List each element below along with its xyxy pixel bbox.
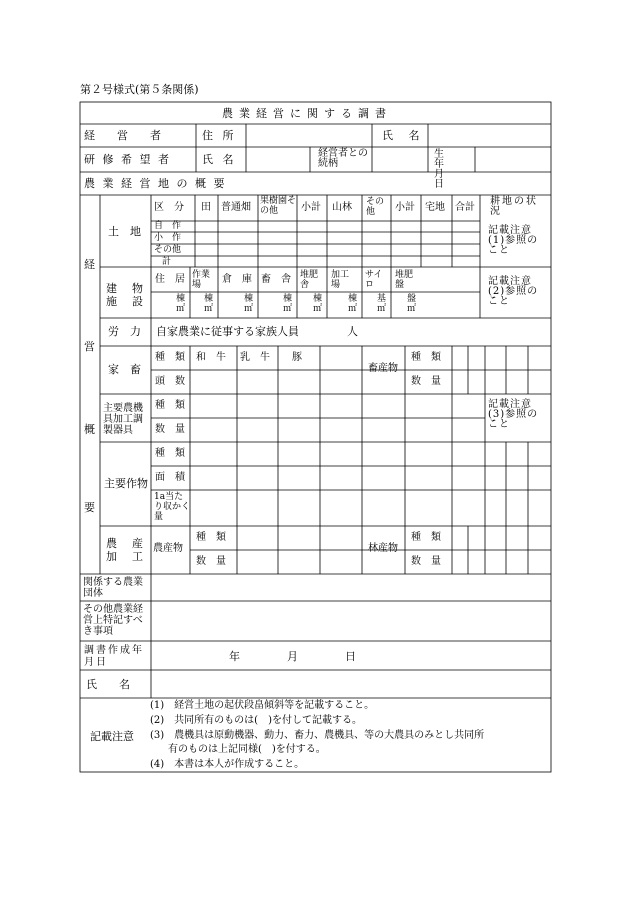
labor-unit: 人: [347, 325, 358, 338]
building-type-compost-shed: 堆肥舎: [300, 270, 319, 290]
land-header-paddy: 田: [201, 202, 211, 213]
crops-yield-label: 1a当たり収かく量: [154, 492, 191, 522]
building-type-compost-pad: 堆肥盤: [395, 270, 414, 290]
land-header-upland: 普通畑: [221, 202, 251, 213]
building-unit-2: 棟 ㎡: [204, 294, 214, 314]
land-header-residential: 宅地: [425, 202, 445, 213]
processing-forest-kind: 種 類: [411, 532, 441, 543]
date-day: 日: [345, 650, 356, 663]
land-header-other: その他: [366, 197, 385, 217]
land-header-status: 耕地の状況: [490, 196, 538, 217]
livestock-products-label: 畜産物: [368, 363, 398, 374]
crops-kind-label: 種 類: [155, 448, 185, 459]
machinery-kind-label: 種 類: [155, 400, 185, 411]
name-label: 氏 名: [382, 129, 426, 142]
building-type-processing: 加工場: [331, 270, 350, 290]
side-char-1: 経: [84, 258, 95, 271]
machinery-qty-label: 数 量: [155, 424, 185, 435]
processing-farm-kind: 種 類: [196, 532, 226, 543]
other-notes-label: その他農業経営上特記すべき事項: [83, 604, 143, 637]
side-char-3: 概: [84, 423, 95, 436]
trainee-name-label: 氏 名: [202, 153, 237, 166]
form-number: 第２号様式(第５条関係): [80, 83, 199, 96]
livestock-products-kind: 種 類: [411, 352, 441, 363]
machinery-label: 主要農機具加工調製器具: [103, 403, 143, 436]
land-note: 記載注意(1)参照のこと: [488, 225, 539, 256]
land-header-forest: 山林: [332, 202, 352, 213]
date-year: 年: [229, 650, 240, 663]
building-type-workshop: 作業場: [192, 270, 211, 290]
crops-area-label: 面 積: [155, 472, 185, 483]
side-char-2: 営: [84, 340, 95, 353]
labor-label: 労 力: [108, 325, 141, 338]
building-unit-7: 基 ㎡: [377, 294, 387, 314]
address-label: 住 所: [202, 129, 237, 142]
note-4: (4) 本書は本人が作成すること。: [150, 759, 305, 770]
trainee-label: 研 修 希 望 者: [84, 153, 171, 166]
land-header-orchard: 果樹園その他: [260, 196, 297, 216]
building-unit-3: 棟 ㎡: [244, 294, 254, 314]
note-3: (3) 農機具は原動機器、動力、畜力、農機具、等の大農具のみとし共同所: [150, 730, 485, 741]
operator-label: 経 営 者: [84, 129, 161, 142]
land-header-category: 区 分: [154, 202, 184, 213]
form-title: 農業経営に関する調書: [222, 107, 392, 120]
processing-farm-qty: 数 量: [196, 556, 226, 567]
buildings-label: 建 物 施 設: [106, 282, 145, 308]
land-label: 土 地: [108, 225, 141, 238]
note-2: (2) 共同所有のものは( )を付して記載する。: [150, 715, 362, 726]
building-type-barn: 畜 舎: [261, 274, 291, 285]
land-row-owned: 自 作: [154, 221, 182, 231]
livestock-label: 家 畜: [108, 363, 141, 376]
land-header-subtotal-2: 小計: [395, 202, 415, 213]
date-month: 月: [287, 650, 298, 663]
processing-farm-label: 農産物: [153, 543, 183, 554]
note-1: (1) 経営土地の起伏段畠傾斜等を記載すること。: [150, 700, 375, 711]
livestock-wagyu: 和 牛: [196, 352, 226, 363]
land-row-other: その他: [154, 245, 182, 255]
processing-label: 農 産 加 工: [106, 537, 145, 563]
livestock-head-label: 頭 数: [155, 376, 185, 387]
building-unit-1: 棟 ㎡: [176, 294, 186, 314]
relation-label: 経営者との続柄: [318, 148, 368, 169]
note-3-continued: 有のものは上記同様( )を付する。: [168, 744, 326, 755]
land-header-total: 合計: [455, 202, 475, 213]
date-label: 調書作成年月日: [84, 645, 144, 668]
building-type-warehouse: 倉 庫: [222, 274, 252, 285]
building-unit-8: 盤 ㎡: [407, 294, 417, 314]
crops-label: 主要作物: [104, 477, 148, 490]
building-type-residence: 住 居: [155, 274, 185, 285]
related-org-label: 関係する農業団体: [83, 577, 143, 599]
machinery-note: 記載注意(3)参照のこと: [488, 399, 539, 430]
land-row-total: 計: [162, 257, 172, 267]
building-type-silo: サイロ: [365, 270, 383, 290]
land-header-subtotal-1: 小計: [301, 202, 321, 213]
overview-label: 農 業 経 営 地 の 概 要: [84, 177, 227, 190]
livestock-pig: 豚: [292, 352, 302, 363]
birth-label: 生 年 月 日: [434, 149, 450, 190]
processing-forest-qty: 数 量: [411, 556, 441, 567]
building-unit-4: 棟 ㎡: [283, 294, 293, 314]
labor-text: 自家農業に従事する家族人員: [156, 325, 299, 338]
livestock-products-qty: 数 量: [411, 376, 441, 387]
livestock-dairy: 乳 牛: [240, 352, 270, 363]
processing-forest-label: 林産物: [368, 543, 398, 554]
side-char-4: 要: [84, 501, 95, 514]
livestock-kind-label: 種 類: [155, 352, 185, 363]
notes-label: 記載注意: [90, 730, 134, 743]
signer-label: 氏 名: [86, 678, 130, 691]
building-unit-6: 棟 ㎡: [348, 294, 358, 314]
land-row-tenant: 小 作: [154, 233, 182, 243]
building-unit-5: 棟 ㎡: [313, 294, 323, 314]
buildings-note: 記載注意(2)参照のこと: [488, 276, 539, 307]
